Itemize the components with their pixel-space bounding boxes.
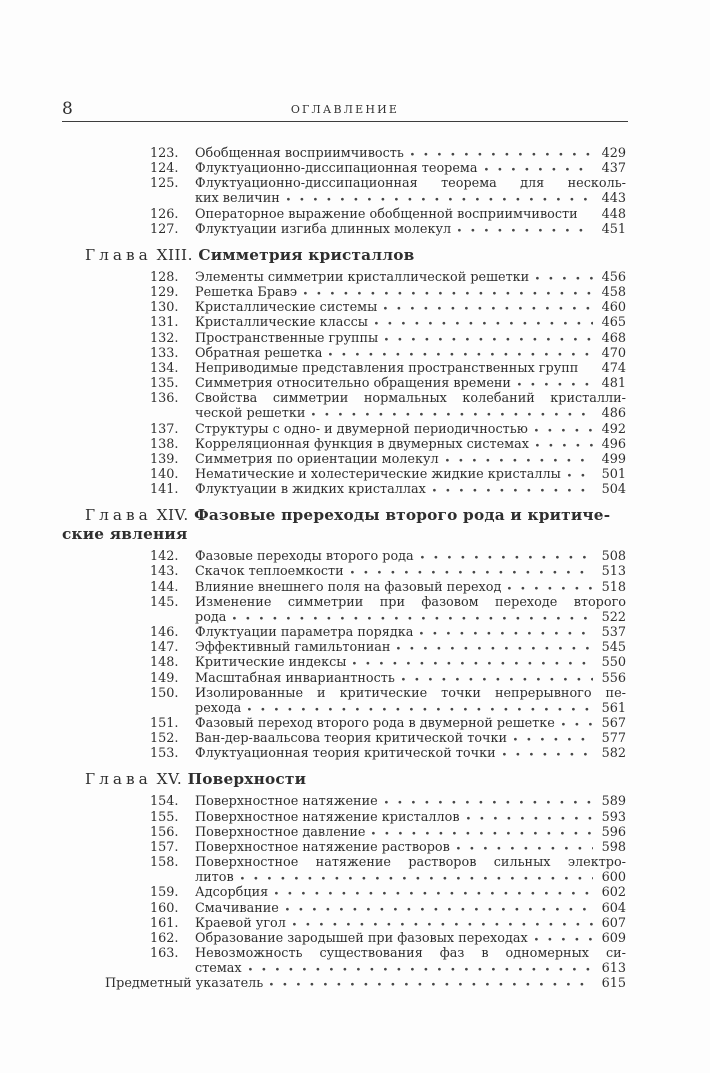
chapter-heading-line [62, 770, 626, 789]
entry-text: Смачивание [195, 900, 279, 916]
toc-entry-line [62, 331, 626, 346]
entry-page-number: 448 [601, 206, 626, 222]
entry-number: 149. [150, 670, 179, 686]
entry-page-number: 600 [601, 870, 626, 886]
dot-leader [351, 564, 593, 575]
entry-number: 124. [150, 161, 179, 177]
dot-leader [535, 931, 593, 942]
entry-page-number: 508 [601, 549, 626, 565]
entry-number: 138. [150, 436, 179, 452]
chapter-heading-line [62, 525, 626, 544]
entry-number: 162. [150, 930, 179, 946]
entry-page-number: 607 [601, 915, 626, 931]
toc-entry-line [62, 794, 626, 809]
toc-entry-line [62, 885, 626, 900]
entry-text: Невозможность существования фаз в одномерных си- [195, 946, 626, 962]
toc-entry-line [62, 161, 626, 176]
toc-entry-line [62, 901, 626, 916]
toc-entry-line [62, 716, 626, 731]
entry-number: 133. [150, 345, 179, 361]
entry-page-number: 460 [601, 300, 626, 316]
dot-leader [457, 840, 593, 851]
entry-page-number: 593 [601, 809, 626, 825]
toc-entry-line [62, 346, 626, 361]
entry-text: Критические индексы [195, 655, 347, 671]
toc-entry-line [62, 437, 626, 452]
entry-page-number: 598 [601, 839, 626, 855]
entry-text-continued: ких величин [195, 191, 280, 207]
dot-leader [433, 482, 593, 493]
toc-entry-line [62, 222, 626, 237]
dot-leader [485, 161, 594, 172]
entry-number: 159. [150, 885, 179, 901]
dot-leader [397, 640, 593, 651]
entry-text: Симметрия относительно обращения времени [195, 376, 511, 392]
chapter-numeral: XIII. [156, 245, 199, 264]
chapter-title: Фазовые пререходы второго рода и критиче- [194, 506, 611, 525]
chapter-word-label: Глава [85, 506, 152, 525]
entry-text-continued: рода [195, 609, 227, 625]
entry-text-continued: рехода [195, 700, 242, 716]
entry-text: Масштабная инвариантность [195, 670, 395, 686]
entry-text: Кристаллические классы [195, 315, 368, 331]
entry-number: 130. [150, 300, 179, 316]
entry-number: 139. [150, 451, 179, 467]
entry-text: Ван-дер-ваальсова теория критической точки [195, 731, 508, 747]
dot-leader [233, 610, 593, 621]
running-title: ОГЛАВЛЕНИЕ [290, 103, 400, 116]
entry-text: Поверхностное натяжение растворов [195, 839, 450, 855]
entry-page-number: 443 [601, 191, 626, 207]
dot-leader [458, 222, 593, 233]
toc-entry-line [62, 207, 626, 222]
entry-page-number: 613 [601, 961, 626, 977]
dot-leader [286, 901, 593, 912]
dot-leader [536, 270, 593, 281]
entry-number: 128. [150, 269, 179, 285]
dot-leader [385, 331, 593, 342]
entry-number: 144. [150, 579, 179, 595]
dot-leader [536, 437, 593, 448]
entry-page-number: 486 [601, 406, 626, 422]
entry-number: 142. [150, 549, 179, 565]
dot-leader [508, 580, 593, 591]
toc-entry-line [62, 467, 626, 482]
entry-page-number: 499 [601, 451, 626, 467]
entry-text: Флуктуационная теория критической точки [195, 746, 496, 762]
entry-page-number: 615 [601, 976, 626, 992]
entry-text: Фазовые переходы второго рода [195, 549, 414, 565]
chapter-word-label: Глава [85, 770, 152, 789]
dot-leader [384, 300, 593, 311]
entry-number: 126. [150, 206, 179, 222]
dot-leader [329, 346, 593, 357]
toc-entry-line [62, 422, 626, 437]
entry-number: 143. [150, 564, 179, 580]
entry-text-continued: стемах [195, 961, 242, 977]
entry-text: Пространственные группы [195, 330, 379, 346]
entry-page-number: 589 [601, 794, 626, 810]
entry-page-number: 609 [601, 930, 626, 946]
toc-entry-line [62, 391, 626, 406]
toc-chapter-heading [62, 246, 626, 265]
dot-leader [293, 916, 593, 927]
entry-number: 137. [150, 421, 179, 437]
toc-list [62, 146, 626, 992]
entry-number: 127. [150, 221, 179, 237]
dot-leader [420, 625, 593, 636]
entry-text: Флуктуационно-диссипационная теорема [195, 161, 478, 177]
entry-number: 156. [150, 824, 179, 840]
entry-text: Краевой угол [195, 915, 286, 931]
toc-entry-continuation [62, 406, 626, 421]
entry-page-number: 437 [601, 161, 626, 177]
toc-entry-line [62, 655, 626, 670]
entry-page-number: 501 [601, 466, 626, 482]
toc-entry-line [62, 564, 626, 579]
dot-leader [248, 701, 593, 712]
entry-text: Неприводимые представления пространственных групп [195, 360, 579, 376]
page-number: 8 [62, 99, 73, 119]
entry-number: 134. [150, 360, 179, 376]
entry-text: Фазовый переход второго рода в двумерной решетке [195, 716, 555, 731]
entry-page-number: 470 [601, 345, 626, 361]
entry-number: 155. [150, 809, 179, 825]
toc-entry-line [62, 176, 626, 191]
entry-page-number: 465 [601, 315, 626, 331]
entry-page-number: 602 [601, 885, 626, 901]
dot-leader [535, 422, 593, 433]
entry-page-number: 596 [601, 824, 626, 840]
entry-number: 161. [150, 915, 179, 931]
entry-page-number: 481 [601, 376, 626, 392]
entry-number: 132. [150, 330, 179, 346]
entry-page-number: 556 [601, 670, 626, 686]
toc-entry-line [62, 731, 626, 746]
entry-number: 131. [150, 315, 179, 331]
entry-page-number: 468 [601, 330, 626, 346]
entry-text: Структуры с одно- и двумерной периодичностью [195, 421, 528, 437]
entry-page-number: 561 [601, 700, 626, 716]
entry-text: Флуктуации изгиба длинных молекул [195, 221, 452, 237]
entry-page-number: 496 [601, 436, 626, 452]
entry-page-number: 537 [601, 625, 626, 641]
toc-entry-continuation [62, 870, 626, 885]
chapter-title: ские явления [62, 525, 188, 544]
entry-page-number: 513 [601, 564, 626, 580]
dot-leader [270, 976, 593, 987]
toc-entry-line [62, 825, 626, 840]
entry-number: 141. [150, 482, 179, 498]
entry-number: 140. [150, 466, 179, 482]
entry-text: Операторное выражение обобщенной восприимчивости [195, 206, 578, 222]
entry-number: 125. [150, 176, 179, 192]
entry-page-number: 518 [601, 579, 626, 595]
entry-text: Нематические и холестерические жидкие кристаллы [195, 466, 561, 482]
dot-leader [585, 207, 593, 218]
entry-number: 146. [150, 625, 179, 641]
entry-text: Поверхностное давление [195, 824, 366, 840]
entry-text: Флуктуации параметра порядка [195, 625, 414, 641]
dot-leader [585, 361, 593, 372]
dot-leader [562, 716, 593, 727]
entry-text: Образование зародышей при фазовых переходах [195, 930, 528, 946]
dot-leader [287, 191, 593, 202]
entry-page-number: 577 [601, 731, 626, 747]
entry-page-number: 451 [601, 221, 626, 237]
entry-text: Обратная решетка [195, 345, 323, 361]
entry-page-number: 550 [601, 655, 626, 671]
toc-entry-continuation [62, 191, 626, 206]
toc-entry-line [62, 300, 626, 315]
toc-entry-line [62, 146, 626, 161]
entry-text: Изменение симметрии при фазовом переходе второго [195, 594, 626, 610]
dot-leader [275, 885, 593, 896]
entry-number: 163. [150, 946, 179, 962]
entry-text: Изолированные и критические точки непрерывного пе- [195, 685, 626, 701]
dot-leader [411, 146, 593, 157]
entry-number: 153. [150, 746, 179, 762]
dot-leader [518, 376, 593, 387]
toc-entry-line [62, 855, 626, 870]
dot-leader [467, 810, 593, 821]
toc-entry-line [62, 931, 626, 946]
chapter-numeral: XIV. [156, 506, 195, 525]
entry-text: Флуктуационно-диссипационная теорема для несколь- [195, 176, 626, 192]
toc-entry-line [62, 580, 626, 595]
chapter-title: Симметрия кристаллов [198, 245, 415, 264]
toc-chapter-heading [62, 770, 626, 789]
entry-text: Поверхностное натяжение растворов сильных электро- [195, 855, 626, 871]
entry-text: Эффективный гамильтониан [195, 640, 391, 656]
entry-page-number: 582 [601, 746, 626, 762]
chapter-heading-line [62, 506, 626, 525]
dot-leader [514, 731, 593, 742]
entry-text: Свойства симметрии нормальных колебаний кристалли- [195, 391, 626, 407]
dot-leader [372, 825, 593, 836]
chapter-word-label: Глава [85, 245, 152, 264]
toc-entry-line [62, 361, 626, 376]
dot-leader [304, 285, 593, 296]
toc-entry-line [62, 840, 626, 855]
toc-entry-line [62, 810, 626, 825]
entry-text: Кристаллические системы [195, 300, 378, 316]
entry-text: Элементы симметрии кристаллической решетки [195, 269, 530, 285]
entry-text: Влияние внешнего поля на фазовый переход [195, 579, 502, 595]
toc-entry-line [62, 376, 626, 391]
entry-number: 123. [150, 146, 179, 161]
toc-entry-line [62, 270, 626, 285]
entry-text-continued: ческой решетки [195, 406, 306, 422]
dot-leader [312, 406, 593, 417]
entry-text: Решетка Бравэ [195, 285, 298, 301]
entry-text: Обобщенная восприимчивость [195, 146, 404, 161]
entry-number: 147. [150, 640, 179, 656]
entry-text: Поверхностное натяжение [195, 794, 378, 810]
toc-entry-line [62, 315, 626, 330]
entry-page-number: 604 [601, 900, 626, 916]
toc-chapter-heading [62, 506, 626, 544]
toc-entry-line [62, 452, 626, 467]
toc-entry-line [62, 916, 626, 931]
entry-page-number: 504 [601, 482, 626, 498]
toc-entry-continuation [62, 701, 626, 716]
entry-number: 136. [150, 391, 179, 407]
dot-leader [241, 870, 593, 881]
entry-number: 129. [150, 285, 179, 301]
toc-entry-continuation [62, 961, 626, 976]
toc-entry-line [62, 482, 626, 497]
toc-entry-line [62, 746, 626, 761]
dot-leader [421, 549, 593, 560]
index-title: Предметный указатель [105, 976, 264, 992]
entry-number: 160. [150, 900, 179, 916]
entry-page-number: 492 [601, 421, 626, 437]
entry-page-number: 567 [601, 716, 626, 731]
chapter-title: Поверхности [187, 770, 307, 789]
toc-entry-line [62, 946, 626, 961]
dot-leader [249, 961, 593, 972]
toc-index-line [62, 976, 626, 991]
chapter-heading-line [62, 246, 626, 265]
entry-page-number: 456 [601, 269, 626, 285]
dot-leader [353, 655, 593, 666]
entry-number: 148. [150, 655, 179, 671]
toc-entry-line [62, 285, 626, 300]
entry-number: 151. [150, 716, 179, 731]
dot-leader [385, 794, 593, 805]
entry-text: Скачок теплоемкости [195, 564, 344, 580]
entry-number: 150. [150, 685, 179, 701]
entry-number: 158. [150, 855, 179, 871]
dot-leader [375, 315, 593, 326]
entry-number: 152. [150, 731, 179, 747]
page-header [62, 96, 628, 122]
entry-number: 154. [150, 794, 179, 810]
dot-leader [446, 452, 593, 463]
entry-text-continued: литов [195, 870, 234, 886]
chapter-numeral: XV. [156, 770, 188, 789]
dot-leader [503, 746, 593, 757]
entry-number: 135. [150, 376, 179, 392]
entry-number: 145. [150, 594, 179, 610]
entry-text: Корреляционная функция в двумерных системах [195, 436, 529, 452]
toc-entry-line [62, 595, 626, 610]
entry-page-number: 522 [601, 609, 626, 625]
toc-entry-line [62, 640, 626, 655]
toc-entry-continuation [62, 610, 626, 625]
entry-page-number: 474 [601, 360, 626, 376]
entry-page-number: 429 [601, 146, 626, 161]
toc-entry-line [62, 686, 626, 701]
entry-text: Симметрия по ориентации молекул [195, 451, 439, 467]
toc-entry-line [62, 625, 626, 640]
entry-page-number: 545 [601, 640, 626, 656]
entry-page-number: 458 [601, 285, 626, 301]
toc-entry-line [62, 549, 626, 564]
dot-leader [402, 671, 593, 682]
dot-leader [568, 467, 593, 478]
entry-text: Флуктуации в жидких кристаллах [195, 482, 426, 498]
entry-text: Адсорбция [195, 885, 269, 901]
toc-entry-line [62, 671, 626, 686]
entry-number: 157. [150, 839, 179, 855]
entry-text: Поверхностное натяжение кристаллов [195, 809, 460, 825]
